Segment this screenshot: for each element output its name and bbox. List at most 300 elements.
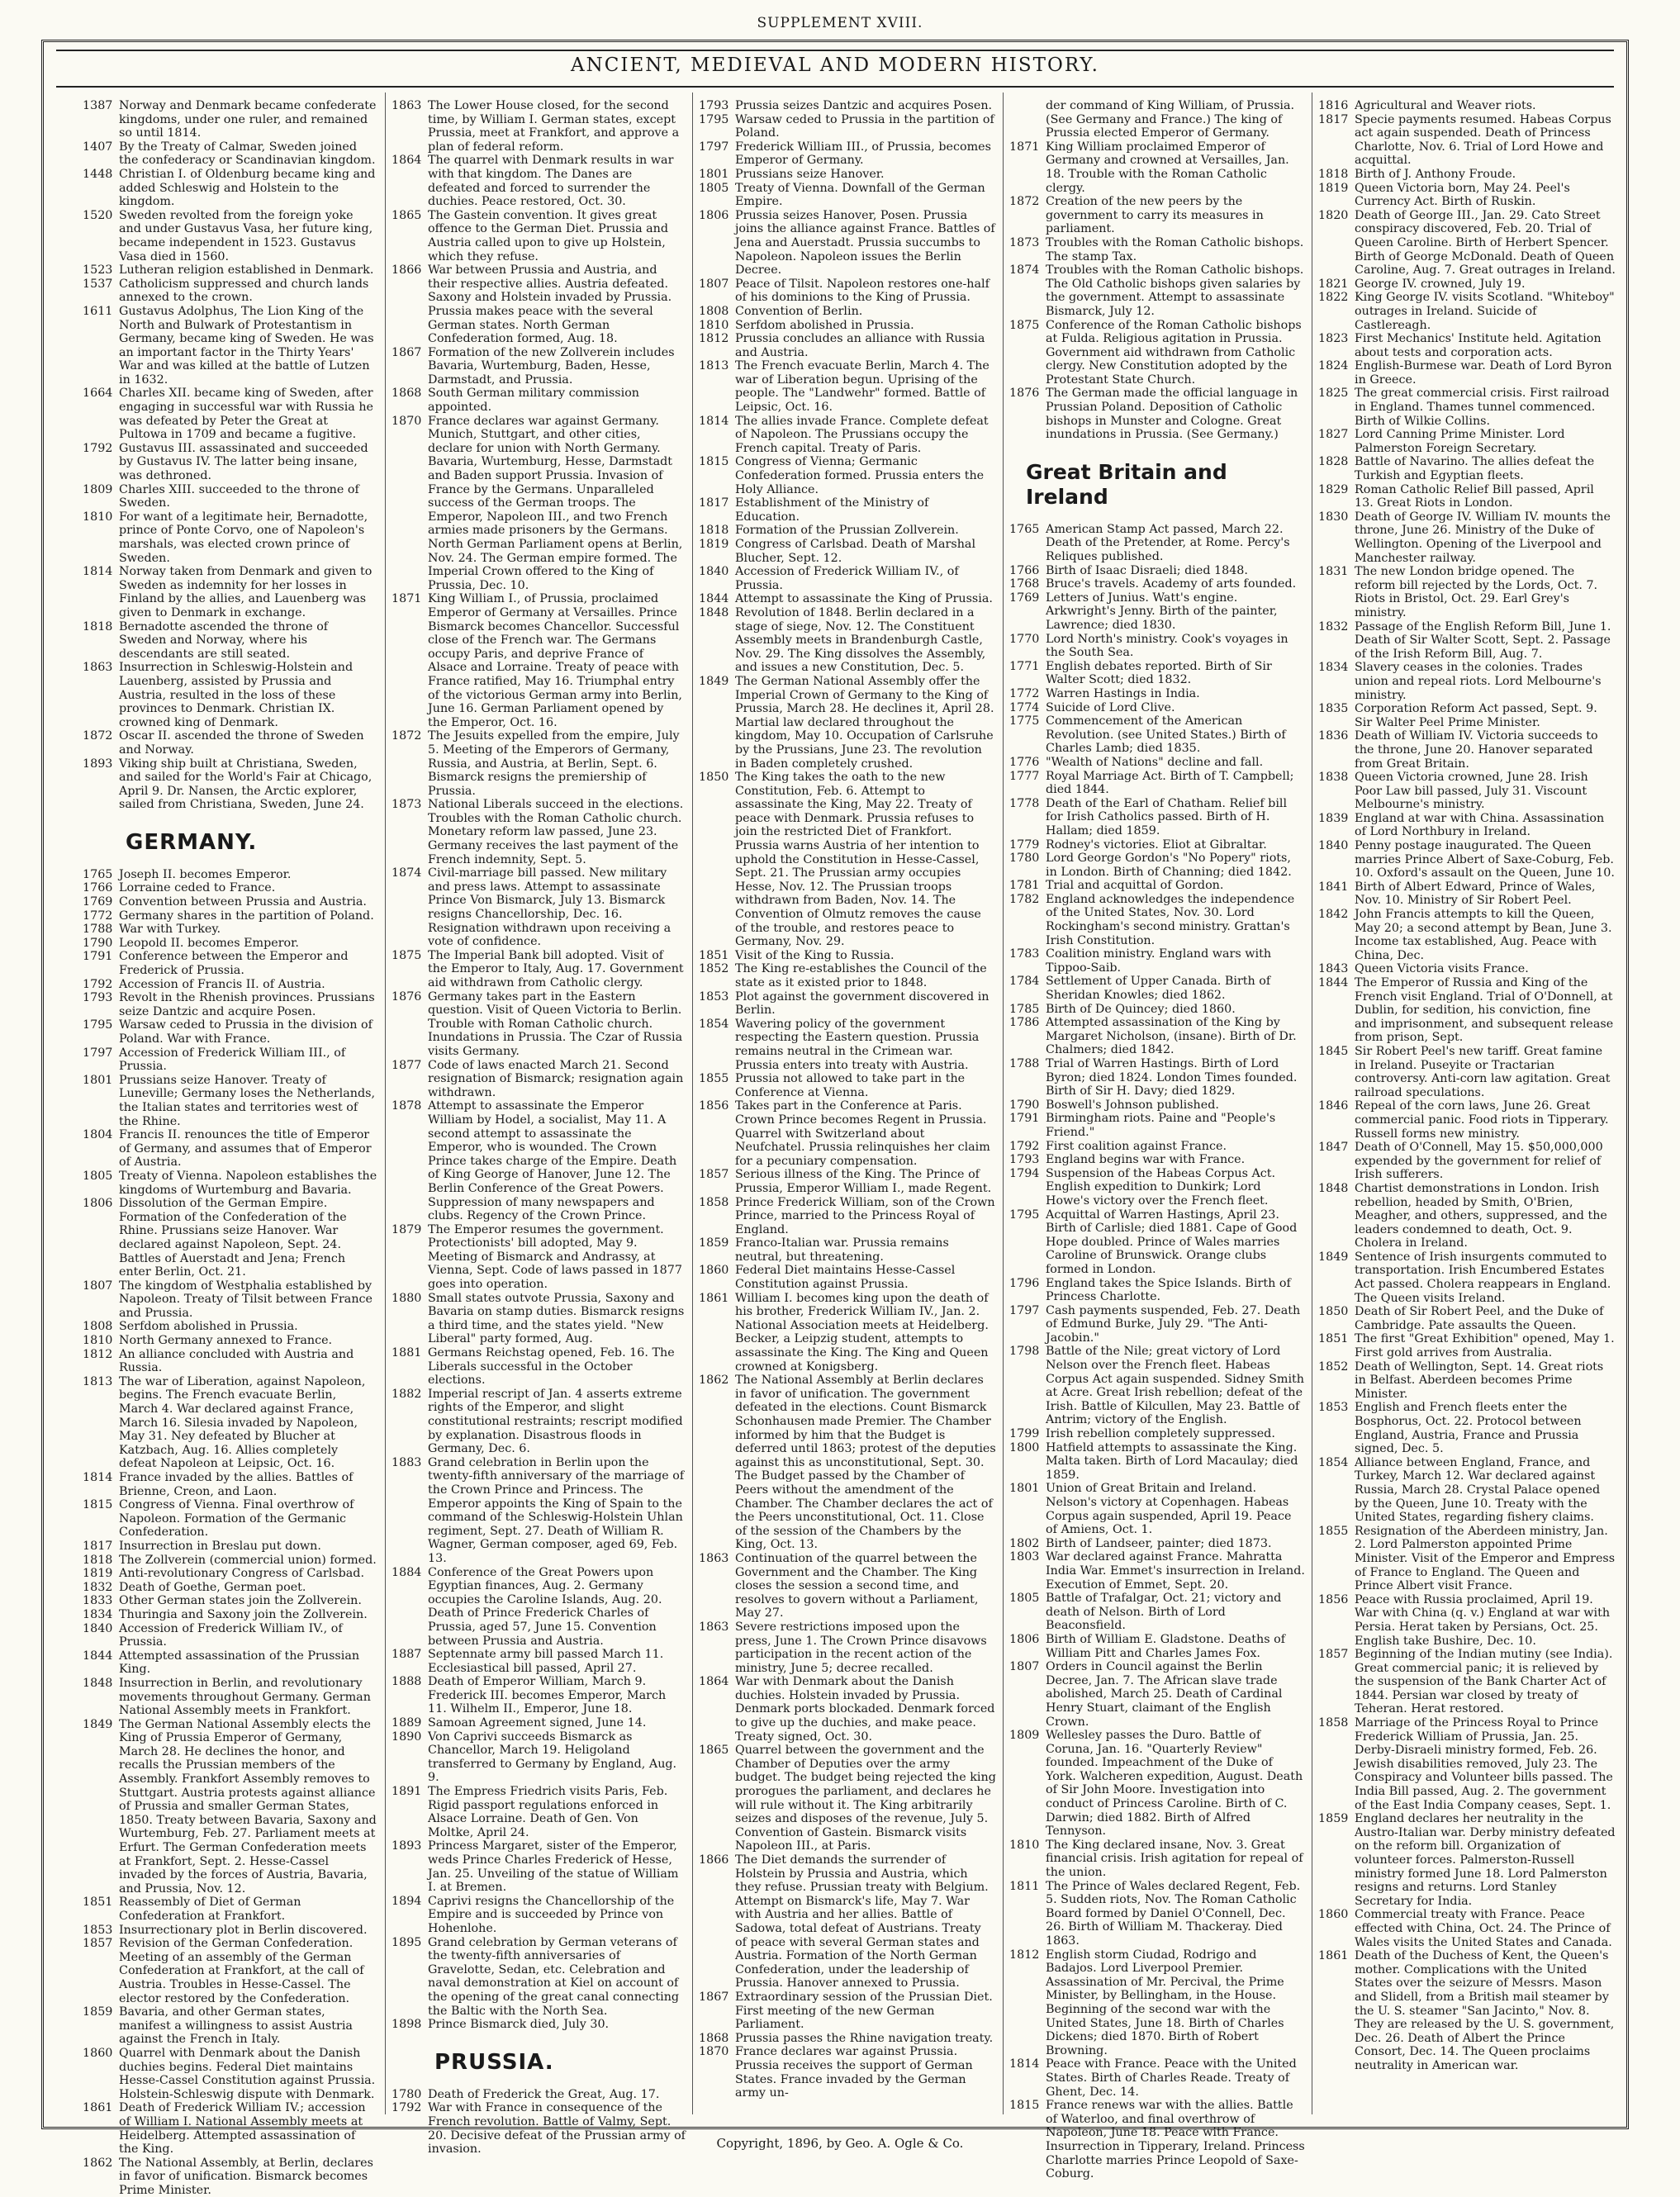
title-rule-top <box>56 50 1614 51</box>
history-entry <box>699 1018 996 1072</box>
entry-text: Charles XIII. succeeded to the throne of Sweden. <box>119 482 359 510</box>
history-entry <box>1009 591 1305 633</box>
entry-year: 1863 <box>699 1551 729 1565</box>
history-entry <box>83 895 378 909</box>
history-entry <box>1009 1277 1305 1304</box>
history-entry <box>392 949 686 990</box>
entry-year: 1847 <box>1318 1141 1349 1155</box>
entry-text: Troubles with the Roman Catholic bishops. The stamp Tax. <box>1046 235 1304 263</box>
history-entry <box>699 1099 996 1168</box>
entry-text: Accession of Francis II. of Austria. <box>119 977 325 991</box>
entry-year: 1876 <box>392 989 422 1004</box>
history-entry <box>83 168 378 209</box>
entry-text: The German National Assembly offer the Imperial Crown of Germany to the King of Prussia, March 28. He declines it, April 28. Martial law declared throughout the kingdom, May 10. Occupation of Carlsruhe by the Prussians, June 23. The revolution in Baden completely crushed. <box>735 674 994 771</box>
history-entry <box>392 99 686 154</box>
entry-text: Treaty of Vienna. Downfall of the German Empire. <box>735 181 985 209</box>
entry-text: Serfdom abolished in Prussia. <box>119 1320 298 1334</box>
entry-year: 1872 <box>1009 195 1040 209</box>
history-entry <box>83 1594 378 1608</box>
history-entry <box>83 1279 378 1321</box>
history-entry <box>83 278 378 305</box>
history-entry <box>83 1896 378 1923</box>
entry-year: 1795 <box>699 112 729 126</box>
history-entry <box>1318 387 1616 428</box>
entry-year: 1793 <box>83 991 113 1005</box>
entry-text: Death of Frederick the Great, Aug. 17. <box>428 2087 660 2101</box>
history-entry <box>392 1895 686 1936</box>
entry-year: 1848 <box>83 1676 113 1690</box>
history-entry <box>699 455 996 496</box>
entry-text: King George IV. visits Scotland. "Whiteboy" outrages in Ireland. Suicide of Castlereagh. <box>1355 291 1615 332</box>
history-entry <box>1009 1112 1305 1139</box>
entry-text: Battle of Trafalgar, Oct. 21; victory and death of Nelson. Birth of Lord Beaconsfield. <box>1046 1592 1282 1633</box>
entry-text: Lorraine ceded to France. <box>119 881 276 895</box>
entry-text: Birth of Albert Edward, Prince of Wales, Nov. 10. Ministry of Sir Robert Peel. <box>1355 880 1596 908</box>
history-entry <box>1009 1592 1305 1633</box>
entry-year: 1813 <box>83 1374 113 1388</box>
entry-text: The National Assembly, at Berlin, declares in favor of unification. Bismarck becomes Prime Minister. <box>119 2156 373 2197</box>
entry-text: Septennate army bill passed March 11. Ecclesiastical bill passed, April 27. <box>428 1648 664 1675</box>
entry-year: 1891 <box>392 1785 422 1799</box>
entry-text: Trial and acquittal of Gordon. <box>1046 879 1224 893</box>
history-entry <box>83 1334 378 1348</box>
entry-year: 1783 <box>1009 947 1040 961</box>
history-entry <box>1318 812 1616 839</box>
history-entry <box>392 2018 686 2032</box>
entry-year: 1809 <box>1009 1729 1040 1743</box>
entry-year: 1448 <box>83 167 113 181</box>
history-entry <box>1318 1812 1616 1908</box>
history-entry <box>1318 428 1616 455</box>
history-entry <box>1009 236 1305 263</box>
entry-year: 1817 <box>83 1539 113 1553</box>
entry-text: Rodney's victories. Eliot at Gibraltar. <box>1046 838 1267 852</box>
history-entry <box>392 154 686 208</box>
entry-year: 1814 <box>83 565 113 579</box>
history-entry <box>1009 660 1305 687</box>
entry-text: The Imperial Bank bill adopted. Visit of the Emperor to Italy, Aug. 17. Government aid withdrawn from Catholic clergy. <box>428 948 684 989</box>
entry-year <box>1009 99 1046 140</box>
history-entry <box>1318 908 1616 962</box>
entry-text: Suicide of Lord Clive. <box>1046 700 1175 714</box>
entry-text: The Diet demands the surrender of Holstein by Prussia and Austria, which they refuse. Prussian treaty with Belgium. Attempt on Bismarck's life, May 7. War with Austria and her allies. Battle of Sadowa, total defeat of Austrians. Treaty of peace with several German states and Austria. Formation of the North German Confederation, under the leadership of Prussia. Hanover annexed to Prussia. <box>735 1853 989 1991</box>
history-entry <box>83 729 378 757</box>
entry-text: Queen Victoria visits France. <box>1355 962 1529 976</box>
entry-text: Death of Goethe, German poet. <box>119 1580 306 1594</box>
entry-text: Federal Diet maintains Hesse-Cassel Constitution against Prussia. <box>735 1264 956 1292</box>
entry-text: War with Denmark about the Danish duchies. Holstein invaded by Prussia. Denmark ports blockaded. Denmark forced to give up the duchies, and make peace. Treaty signed, Oct. 30. <box>735 1675 995 1744</box>
entry-text: Treaty of Vienna. Napoleon establishes the kingdoms of Wurtemburg and Bavaria. <box>119 1169 377 1197</box>
history-entry <box>1318 962 1616 976</box>
entry-year: 1797 <box>699 140 729 154</box>
entry-year: 1812 <box>83 1347 113 1361</box>
history-entry <box>392 1292 686 1346</box>
entry-year: 1822 <box>1318 291 1349 305</box>
history-entry <box>1318 661 1616 702</box>
entry-year: 1838 <box>1318 771 1349 785</box>
entry-text: Birth of William E. Gladstone. Deaths of William Pitt and Charles James Fox. <box>1046 1632 1286 1660</box>
history-entry <box>699 332 996 359</box>
entry-year: 1839 <box>1318 811 1349 825</box>
history-entry <box>83 1074 378 1128</box>
entry-year: 1878 <box>392 1099 422 1113</box>
entry-year: 1817 <box>1318 112 1349 126</box>
entry-year: 1850 <box>1318 1305 1349 1319</box>
entry-year: 1805 <box>83 1169 113 1183</box>
entry-year: 1792 <box>392 2101 422 2115</box>
entry-year: 1792 <box>83 441 113 455</box>
history-entry <box>83 2005 378 2047</box>
entry-year: 1859 <box>699 1236 729 1250</box>
column-5 <box>1318 99 1616 2109</box>
entry-text: Anti-revolutionary Congress of Carlsbad. <box>119 1567 364 1581</box>
entry-text: Leopold II. becomes Emperor. <box>119 936 299 950</box>
entry-year: 1875 <box>392 948 422 962</box>
history-entry <box>1318 99 1616 113</box>
entry-year: 1862 <box>83 2156 113 2170</box>
entry-text: Quarrel between the government and the Chamber of Deputies over the army budget. The budget being rejected the king prorogues the parliament, and declares he will rule without it. The King arbitrarily seizes and disposes of the revenue, July 5. Convention of Gastein. Bismarck visits Napoleon III., at Paris. <box>735 1744 996 1853</box>
entry-year: 1827 <box>1318 428 1349 442</box>
entry-year: 1809 <box>83 482 113 496</box>
entry-text: Catholicism suppressed and church lands annexed to the crown. <box>119 277 369 305</box>
entry-text: Slavery ceases in the colonies. Trades union and repeal riots. Lord Melbourne's ministry. <box>1355 661 1602 702</box>
entry-year: 1874 <box>1009 263 1040 278</box>
history-entry <box>1318 1593 1616 1648</box>
entry-year: 1776 <box>1009 755 1040 769</box>
entry-year: 1765 <box>1009 522 1040 536</box>
entry-year: 1766 <box>83 881 113 895</box>
entry-year: 1877 <box>392 1058 422 1072</box>
history-entry <box>1318 1045 1616 1099</box>
entry-year: 1876 <box>1009 387 1040 401</box>
history-entry <box>699 99 996 113</box>
history-entry <box>699 1374 996 1552</box>
history-entry <box>392 1675 686 1716</box>
history-entry <box>83 1197 378 1279</box>
entry-year: 1849 <box>1318 1250 1349 1264</box>
column-3 <box>699 99 996 2109</box>
entry-year: 1857 <box>699 1168 729 1182</box>
entry-text: Warsaw ceded to Prussia in the partition of Poland. <box>735 112 994 140</box>
history-entry <box>699 209 996 278</box>
entry-year: 1831 <box>1318 565 1349 579</box>
entry-text: Conference of the Great Powers upon Egyptian finances, Aug. 2. Germany occupies the Caroline Islands, Aug. 20. Death of Prince Frederick Charles of Prussia, aged 57, June 15. Convention between Prussia and Austria. <box>428 1565 662 1648</box>
entry-year: 1818 <box>83 619 113 633</box>
entry-text: Prince Frederick William, son of the Crown Prince, married to the Princess Royal of England. <box>735 1195 995 1236</box>
entry-year: 1880 <box>392 1291 422 1305</box>
entry-text: Norway and Denmark became confederate kingdoms, under one ruler, and remained so until 1814. <box>119 99 377 140</box>
history-entry <box>1009 893 1305 947</box>
entry-year: 1779 <box>1009 838 1040 852</box>
entry-text: Dissolution of the German Empire. Formation of the Confederation of the Rhine. Prussians seize Hanover. War declared against Napoleon, Sept. 24. Battles of Auerstadt and Jena; French enter Berlin, Oct. 21. <box>119 1197 347 1279</box>
history-entry <box>1318 1401 1616 1455</box>
entry-text: The allies invade France. Complete defeat of Napoleon. The Prussians occupy the French capital. Treaty of Paris. <box>735 414 989 455</box>
entry-year: 1790 <box>83 936 113 950</box>
entry-year: 1805 <box>699 181 729 195</box>
entry-year: 1862 <box>699 1374 729 1388</box>
title-rule-bottom <box>56 86 1614 88</box>
entry-text: The Empress Friedrich visits Paris, Feb. Rigid passport regulations enforced in Alsace Lorraine. Death of Gen. Von Moltke, April 24. <box>428 1785 668 1839</box>
history-entry <box>392 346 686 387</box>
entry-year: 1871 <box>1009 140 1040 154</box>
history-entry <box>1009 1057 1305 1098</box>
entry-text: Sir Robert Peel's new tariff. Great famine in Ireland. Puseyite or Tractarian controversy. Anti-corn law agitation. Great railroad speculations. <box>1355 1044 1611 1099</box>
history-entry <box>83 1046 378 1074</box>
entry-year: 1860 <box>1318 1908 1349 1922</box>
entry-year: 1858 <box>1318 1716 1349 1730</box>
entry-text: Germany shares in the partition of Poland. <box>119 909 374 923</box>
entry-year: 1849 <box>83 1717 113 1731</box>
entry-year: 1792 <box>83 977 113 991</box>
entry-text: Bavaria, and other German states, manifest a willingness to assist Austria against the French in Italy. <box>119 2005 353 2047</box>
history-entry <box>1318 359 1616 387</box>
entry-year: 1856 <box>699 1099 729 1113</box>
entry-text: The German National Assembly elects the King of Prussia Emperor of Germany, March 28. He declines the honor, and recalls the Prussian members of the Assembly. Frankfort Assembly removes to Stuttgart. Austria protests against alliance of Prussia and smaller German States, 1850. Treaty between Bavaria, Saxony and Wurtemburg, Feb. 27. Parliament meets at Erfurt. The German Confederation meets at Frankfort, Sept. 2. Hesse-Cassel invaded by the forces of Austria, Bavaria, and Prussia, Nov. 12. <box>119 1717 377 1896</box>
entry-text: Cash payments suspended, Feb. 27. Death of Edmund Burke, July 29. "The Anti-Jacobin." <box>1046 1303 1301 1345</box>
entry-text: Orders in Council against the Berlin Decree, Jan. 7. The African slave trade abolished, March 25. Death of Cardinal Henry Stuart, claimant of the English Crown. <box>1046 1660 1283 1729</box>
entry-year: 1825 <box>1318 387 1349 401</box>
entry-text: Franco-Italian war. Prussia remains neutral, but threatening. <box>735 1236 949 1264</box>
entry-year: 1815 <box>83 1498 113 1512</box>
entry-text: Conference of the Roman Catholic bishops at Fulda. Religious agitation in Prussia. Government aid withdrawn from Catholic clergy. New Constitution adopted by the Protestant State Church. <box>1046 318 1302 387</box>
entry-text: Insurrection in Schleswig-Holstein and Lauenberg, assisted by Prussia and Austria, resulted in the loss of these provinces to Denmark. Christian IX. crowned king of Denmark. <box>119 661 354 729</box>
entry-text: Princess Margaret, sister of the Emperor, weds Prince Charles Frederick of Hesse, Jan. 25. Unveiling of the statue of William I. at Bremen. <box>428 1839 679 1895</box>
entry-year: 1832 <box>83 1580 113 1594</box>
history-entry <box>699 524 996 538</box>
entry-year: 1857 <box>1318 1648 1349 1662</box>
entry-year: 1895 <box>392 1935 422 1949</box>
history-entry <box>699 675 996 771</box>
entry-year: 1887 <box>392 1648 422 1662</box>
history-entry <box>392 592 686 729</box>
history-entry <box>699 990 996 1018</box>
entry-year: 1848 <box>1318 1181 1349 1195</box>
entry-year: 1859 <box>83 2005 113 2019</box>
history-entry <box>392 1730 686 1785</box>
entry-year: 1810 <box>83 1334 113 1348</box>
history-entry <box>1318 1250 1616 1305</box>
entry-year: 1852 <box>699 962 729 976</box>
history-entry <box>699 592 996 606</box>
entry-year: 1884 <box>392 1565 422 1579</box>
entry-year: 1791 <box>83 950 113 964</box>
history-entry <box>699 949 996 963</box>
entry-year: 1818 <box>1318 167 1349 181</box>
section-heading: Great Britain and Ireland <box>1026 459 1227 509</box>
entry-year: 1664 <box>83 387 113 401</box>
entry-text: Convention of Berlin. <box>735 304 863 318</box>
entry-year: 1387 <box>83 99 113 112</box>
history-entry <box>1009 1482 1305 1536</box>
history-entry <box>83 1649 378 1677</box>
history-entry <box>1009 1098 1305 1113</box>
history-entry <box>392 1936 686 2019</box>
entry-year: 1794 <box>1009 1166 1040 1180</box>
history-entry <box>392 1059 686 1100</box>
history-entry <box>1009 797 1305 838</box>
history-entry <box>83 1937 378 2005</box>
entry-year: 1868 <box>699 2031 729 2045</box>
entry-text: Gustavus Adolphus, The Lion King of the North and Bulwark of Protestantism in Germany, became king of Sweden. He was an important factor in the Thirty Years' War and was killed at the battle of Lutzen in 1632. <box>119 304 374 387</box>
entry-year: 1858 <box>699 1195 729 1209</box>
entry-year: 1856 <box>1318 1592 1349 1606</box>
history-entry <box>1009 1550 1305 1592</box>
history-entry <box>392 1099 686 1222</box>
history-entry <box>699 2032 996 2046</box>
history-entry <box>1009 1016 1305 1057</box>
entry-year: 1812 <box>1009 1948 1040 1962</box>
history-entry <box>83 140 378 168</box>
history-entry <box>392 1716 686 1730</box>
entry-year: 1816 <box>1318 99 1349 112</box>
entry-year: 1870 <box>392 414 422 428</box>
entry-text: Prince Bismarck died, July 30. <box>428 2018 610 2032</box>
entry-text: Congress of Vienna. Final overthrow of Napoleon. Formation of the Germanic Confederation. <box>119 1498 354 1540</box>
entry-text: Acquittal of Warren Hastings, April 23. Birth of Carlisle; died 1881. Cape of Good Hope doubled. Prince of Wales marries Caroline of Brunswick. Orange clubs formed in London. <box>1046 1208 1298 1276</box>
history-entry <box>83 937 378 951</box>
entry-text: English storm Ciudad, Rodrigo and Badajos. Lord Liverpool Premier. Assassination of Mr. Percival, the Prime Minister, by Bellingham, in the House. Beginning of the second war with the United States, June 18. Birth of Charles Dickens; died 1870. Birth of Robert Browning. <box>1046 1948 1284 2057</box>
entry-text: Sweden revolted from the foreign yoke and under Gustavus Vasa, her future king, became independent in 1523. Gustavus Vasa died in 1560. <box>119 208 373 263</box>
entry-year: 1796 <box>1009 1276 1040 1290</box>
entry-text: Revision of the German Confederation. Meeting of an assembly of the German Confederation at Frankfort, at the call of Austria. Troubles in Hesse-Cassel. The elector restored by the Confederation. <box>119 1937 364 2005</box>
entry-year: 1782 <box>1009 892 1040 906</box>
history-entry <box>1318 1182 1616 1250</box>
entry-year: 1781 <box>1009 879 1040 893</box>
entry-text: English debates reported. Birth of Sir Walter Scott; died 1832. <box>1046 659 1272 687</box>
entry-year: 1768 <box>1009 577 1040 591</box>
history-entry <box>1318 1648 1616 1716</box>
entry-text: Birth of J. Anthony Froude. <box>1355 167 1516 181</box>
entry-text: Imperial rescript of Jan. 4 asserts extreme rights of the Emperor, and slight constitutional restraints; rescript modified by explanation. Disastrous floods in Germany, Dec. 6. <box>428 1387 683 1456</box>
entry-year: 1770 <box>1009 632 1040 646</box>
entry-year: 1520 <box>83 208 113 222</box>
entry-year: 1870 <box>699 2045 729 2059</box>
history-entry <box>83 2047 378 2101</box>
entry-text: American Stamp Act passed, March 22. Death of the Pretender, at Rome. Percy's Reliques published. <box>1046 522 1290 564</box>
history-entry <box>1318 291 1616 332</box>
history-entry <box>699 278 996 305</box>
history-entry <box>1009 523 1305 564</box>
entry-year: 1871 <box>392 592 422 606</box>
entry-text: Queen Victoria crowned, June 28. Irish Poor Law bill passed, July 31. Viscount Melbourne's ministry. <box>1355 771 1588 812</box>
history-entry <box>83 1375 378 1471</box>
history-entry <box>699 565 996 592</box>
entry-year: 1865 <box>392 208 422 222</box>
entry-text: Creation of the new peers by the government to carry its measures in parliament. <box>1046 195 1264 236</box>
entry-year: 1806 <box>1009 1632 1040 1646</box>
entry-text: Prussians seize Hanover. <box>735 167 885 181</box>
entry-text: William I. becomes king upon the death of his brother, Frederick William IV., Jan. 2. National Association meets at Heidelberg. Becker, a Leipzig student, attempts to assassinate the King. The King and Queen crowned at Konigsberg. <box>735 1291 989 1374</box>
history-entry <box>83 483 378 510</box>
entry-year: 1867 <box>699 1990 729 2004</box>
column-4 <box>1009 99 1305 2181</box>
entry-year: 1893 <box>392 1839 422 1853</box>
entry-year: 1846 <box>1318 1099 1349 1113</box>
entry-year: 1801 <box>1009 1482 1040 1496</box>
entry-year: 1810 <box>1009 1838 1040 1852</box>
history-entry <box>392 2088 686 2102</box>
history-entry <box>1318 976 1616 1045</box>
history-entry <box>699 319 996 333</box>
entry-year: 1780 <box>392 2087 422 2101</box>
entry-text: Death of the Earl of Chatham. Relief bill for Irish Catholics passed. Birth of H. Hallam; died 1859. <box>1046 796 1288 838</box>
entry-year: 1812 <box>699 332 729 346</box>
entry-text: Bernadotte ascended the throne of Sweden and Norway, where his descendants are still seated. <box>119 619 329 661</box>
entry-text: The Jesuits expelled from the empire, July 5. Meeting of the Emperors of Germany, Russia, and Austria, at Berlin, Sept. 6. Bismarck resigns the premiership of Prussia. <box>428 729 680 798</box>
entry-year: 1854 <box>1318 1455 1349 1469</box>
entry-text: Warren Hastings in India. <box>1046 686 1200 700</box>
entry-year: 1810 <box>699 318 729 332</box>
history-entry <box>392 1223 686 1292</box>
entry-text: Caprivi resigns the Chancellorship of the Empire and is succeeded by Prince von Hohenlohe. <box>428 1894 675 1935</box>
entry-text: Prussians seize Hanover. Treaty of Luneville; Germany loses the Netherlands, the Italian states and territories west of the Rhine. <box>119 1073 375 1128</box>
history-entry <box>392 1456 686 1566</box>
entry-year: 1800 <box>1009 1440 1040 1454</box>
entry-text: The kingdom of Westphalia established by Napoleon. Treaty of Tilsit between France and Prussia. <box>119 1279 373 1320</box>
entry-year: 1893 <box>83 757 113 771</box>
entry-text: Corporation Reform Act passed, Sept. 9. Sir Walter Peel Prime Minister. <box>1355 702 1597 729</box>
entry-text: Congress of Carlsbad. Death of Marshal Blucher, Sept. 12. <box>735 538 976 565</box>
entry-year: 1808 <box>83 1320 113 1334</box>
history-entry <box>1318 278 1616 292</box>
history-entry <box>83 2157 378 2197</box>
entry-text: Passage of the English Reform Bill, June 1. Death of Sir Walter Scott, Sept. 2. Passage of the Irish Reform Bill, Aug. 7. <box>1355 619 1611 661</box>
entry-year: 1821 <box>1318 277 1349 291</box>
entry-text: Bruce's travels. Academy of arts founded. <box>1046 577 1297 591</box>
entry-text: Alliance between England, France, and Turkey, March 12. War declared against Russia, March 28. Crystal Palace opened by the Queen, June 10. Treaty with the United States, regarding fishery claims. <box>1355 1455 1601 1525</box>
entry-year: 1852 <box>1318 1359 1349 1374</box>
entry-year: 1824 <box>1318 359 1349 373</box>
history-entry <box>83 1128 378 1170</box>
history-entry <box>1009 633 1305 660</box>
history-entry <box>1009 319 1305 387</box>
history-entry <box>83 991 378 1018</box>
entry-text: Agricultural and Weaver riots. <box>1355 99 1536 112</box>
entry-text: Warsaw ceded to Prussia in the division of Poland. War with France. <box>119 1018 373 1046</box>
history-entry <box>83 305 378 387</box>
entry-year: 1841 <box>1318 880 1349 894</box>
entry-text: Christian I. of Oldenburg became king and added Schleswig and Holstein to the kingdom. <box>119 167 376 209</box>
history-entry <box>1318 1456 1616 1525</box>
history-entry <box>392 1388 686 1456</box>
entry-text: Reassembly of Diet of German Confederation at Frankfort. <box>119 1896 301 1923</box>
entry-text: Peace of Tilsit. Napoleon restores one-half of his dominions to the King of Prussia. <box>735 277 989 305</box>
history-entry <box>1318 1716 1616 1812</box>
history-entry <box>699 1620 996 1675</box>
entry-year: 1834 <box>1318 661 1349 675</box>
history-entry <box>83 1348 378 1375</box>
column-2 <box>392 99 686 2157</box>
history-entry <box>392 209 686 263</box>
entry-text: Joseph II. becomes Emperor. <box>119 867 292 881</box>
entry-year: 1814 <box>1009 2057 1040 2071</box>
entry-text: Lord North's ministry. Cook's voyages in the South Sea. <box>1046 632 1288 660</box>
entry-text: Death of the Duchess of Kent, the Queen's mother. Complications with the United States over the seizure of Messrs. Mason and Slidell, from a British mail steamer by the U. S. steamer "San Jacinto," Nov. 8. They are released by the U. S. government, Dec. 26. Death of Albert the Prince Consort, Dec. 14. The Queen proclaims neutrality in American war. <box>1355 1949 1615 2072</box>
entry-year: 1889 <box>392 1716 422 1730</box>
entry-text: Grand celebration in Berlin upon the twenty-fifth anniversary of the marriage of the Crown Prince and Princess. The Emperor appoints the King of Spain to the command of the Schleswig-Holstein Uhlan regiment, Sept. 27. Death of William R. Wagner, German composer, aged 69, Feb. 13. <box>428 1455 685 1565</box>
entry-year: 1523 <box>83 263 113 278</box>
entry-year: 1788 <box>83 923 113 937</box>
entry-year: 1777 <box>1009 769 1040 783</box>
entry-year: 1801 <box>699 167 729 181</box>
entry-text: Germany takes part in the Eastern question. Visit of Queen Victoria to Berlin. Trouble with Roman Catholic church. Inundations in Prussia. The Czar of Russia visits Germany. <box>428 989 683 1058</box>
history-entry <box>1318 510 1616 565</box>
history-entry <box>83 565 378 619</box>
section-heading: GERMANY. <box>126 829 258 855</box>
history-entry <box>1009 975 1305 1002</box>
history-entry <box>392 729 686 798</box>
entry-text: Oscar II. ascended the throne of Sweden and Norway. <box>119 729 364 757</box>
